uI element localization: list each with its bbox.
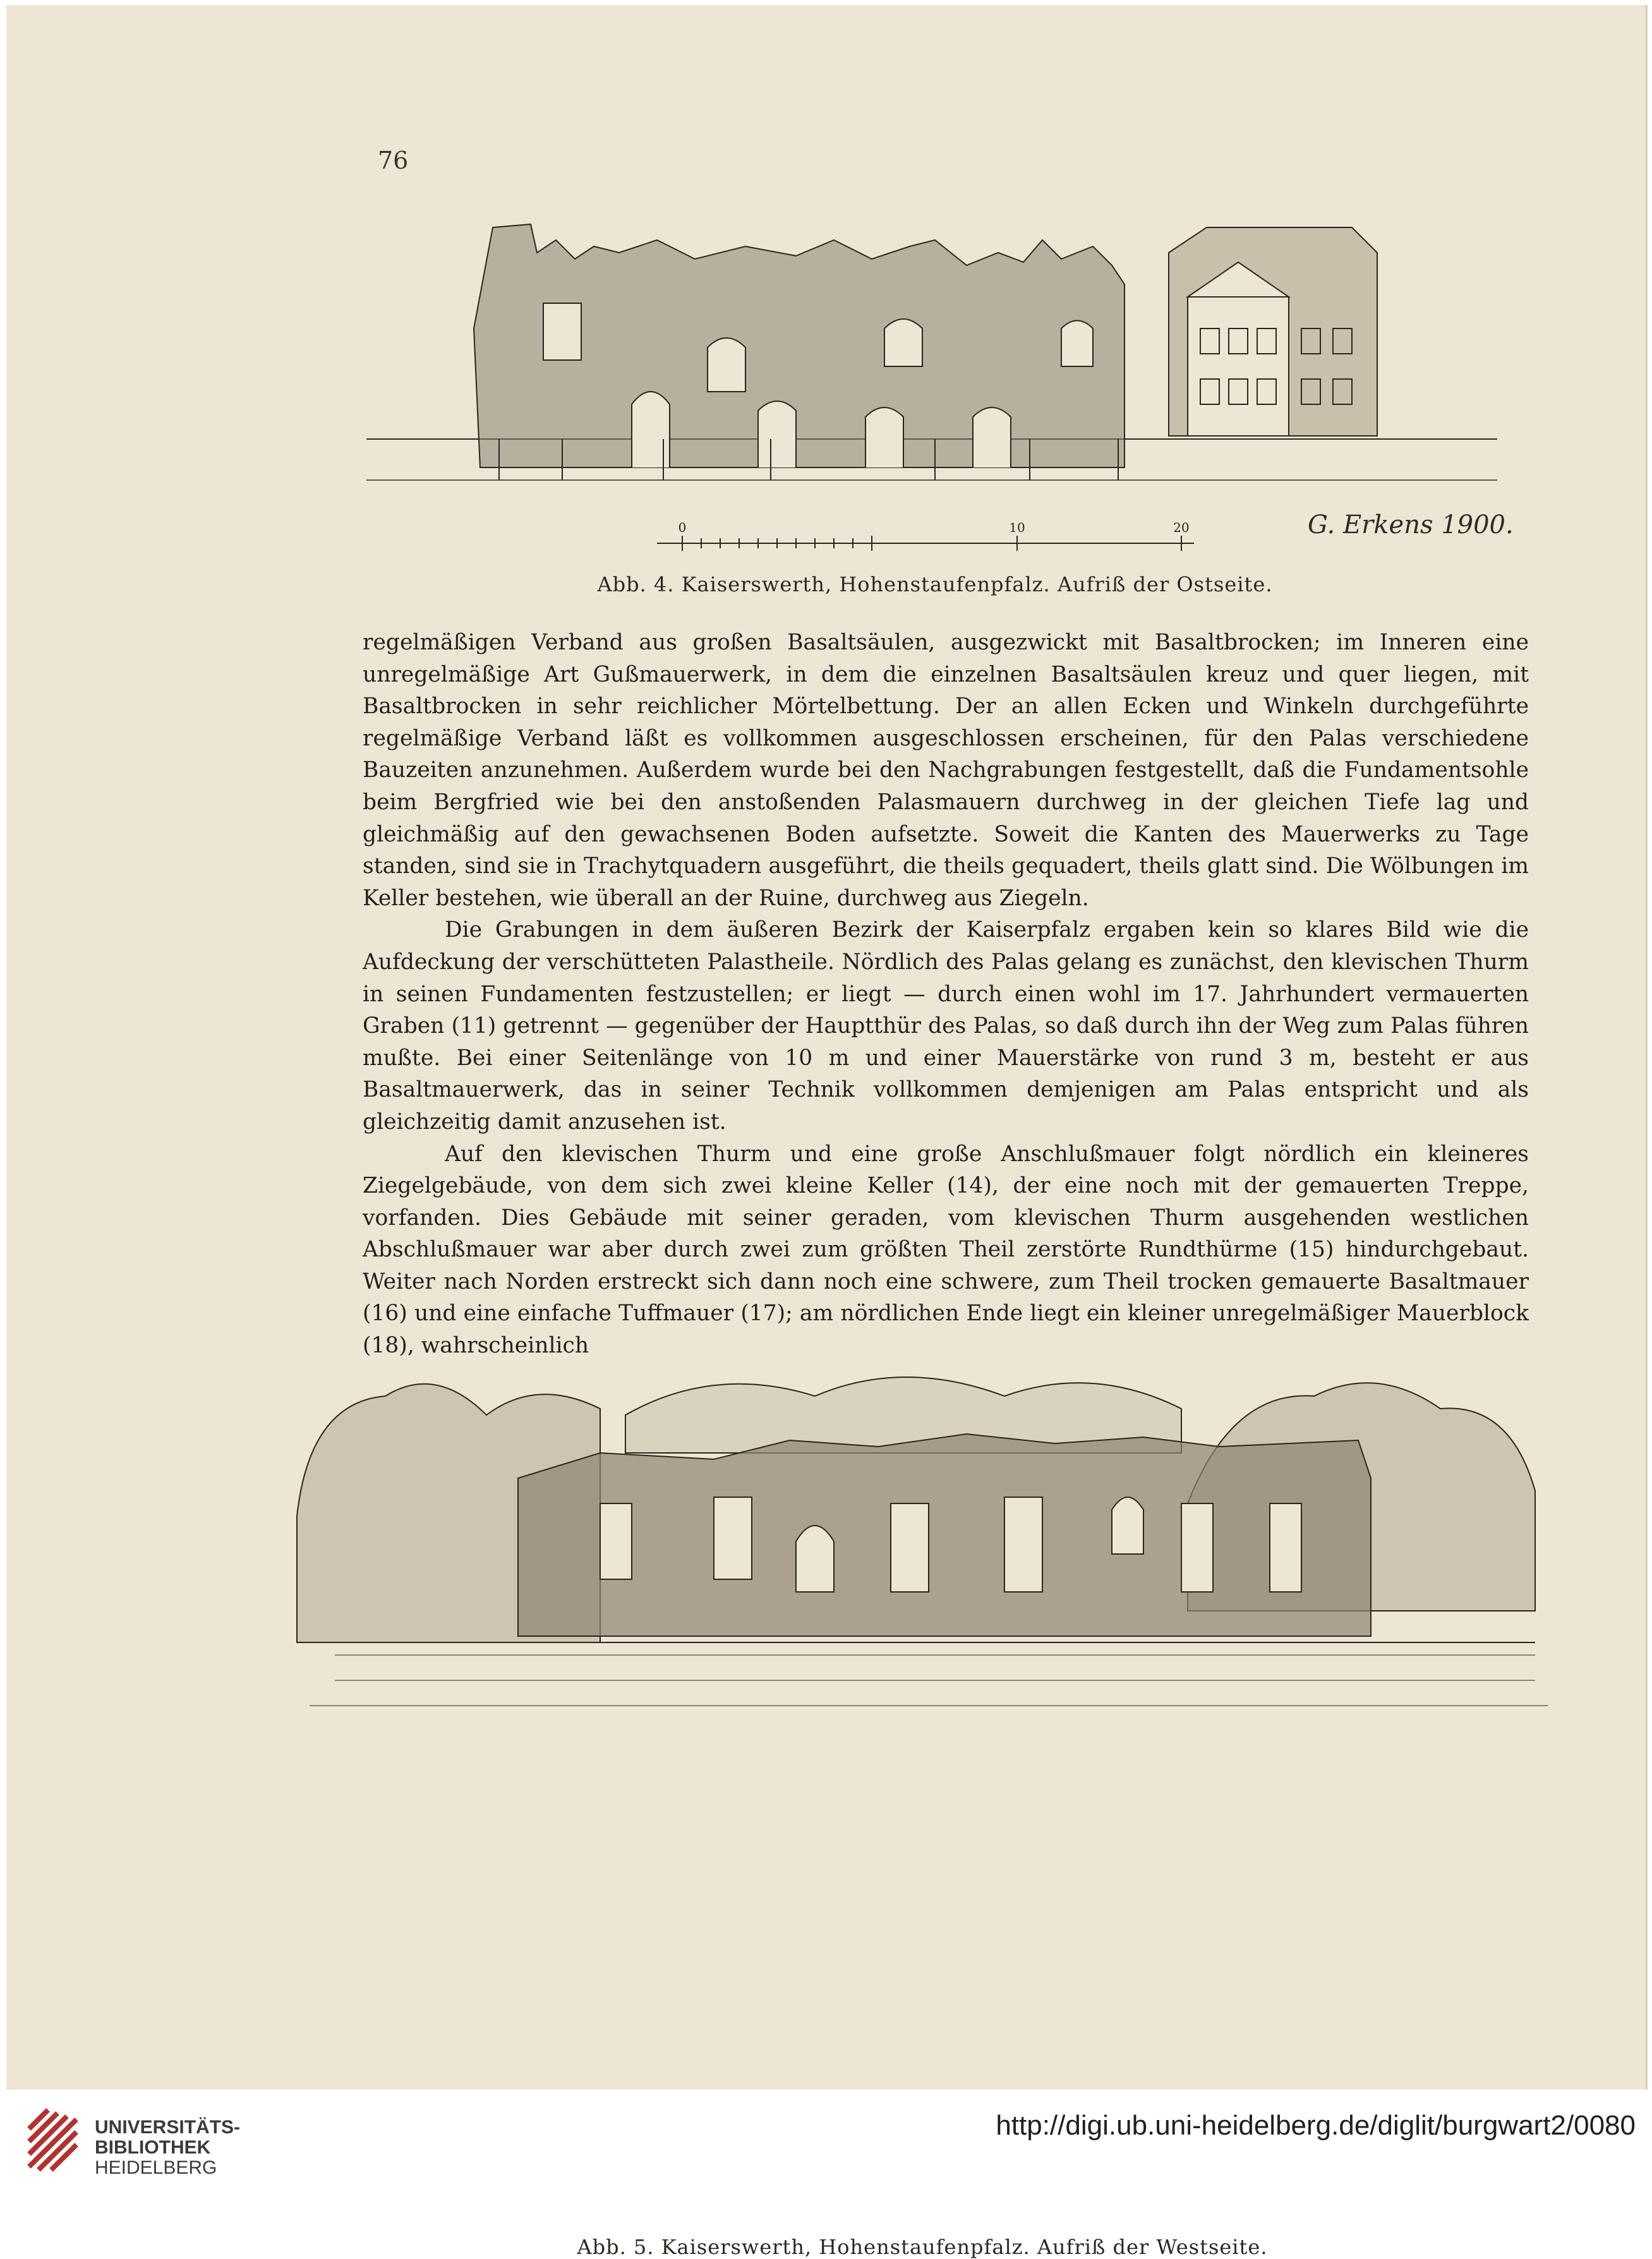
figure-4-east-elevation	[366, 202, 1497, 562]
figure-5-west-elevation	[272, 1327, 1567, 1731]
scale-label-0: 0	[678, 520, 687, 535]
west-elevation-drawing	[272, 1327, 1567, 1731]
east-elevation-drawing	[366, 202, 1497, 562]
scale-label-20: 20	[1173, 520, 1190, 535]
library-logo-icon	[16, 2104, 86, 2192]
library-line-1: UNIVERSITÄTS-	[95, 2117, 241, 2138]
figure-5-caption: Abb. 5. Kaiserswerth, Hohenstaufenpfalz. Aufriß der Westseite.	[577, 2235, 1268, 2259]
page-number: 76	[378, 147, 409, 174]
scale-label-10: 10	[1009, 520, 1025, 535]
figure-4-caption: Abb. 4. Kaiserswerth, Hohenstaufenpfalz. Aufriß der Ostseite.	[597, 572, 1273, 596]
paragraph-1: regelmäßigen Verband aus großen Basaltsäulen, ausgezwickt mit Basaltbrocken; im Inneren eine unregelmäßige Art Gußmauerwerk, in dem die einzelnen Basaltsäulen kreuz und quer liegen, mit Basaltbrocken in sehr reichlicher Mörtelbettung. Der an allen Ecken und Winkeln durchgeführte regelmäßige Verband läßt es vollkommen ausgeschlossen erscheinen, für den Palas verschiedene Bauzeiten anzunehmen. Außerdem wurde bei den Nachgrabungen festgestellt, daß die Fundamentsohle beim Bergfried wie bei den anstoßenden Palasmauern durchweg in der gleichen Tiefe lag und gleichmäßig auf den gewachsenen Boden aufsetzte. Soweit die Kanten des Mauerwerks zu Tage standen, sind sie in Trachytquadern ausgeführt, die theils gequadert, theils glatt sind. Die Wölbungen im Keller bestehen, wie überall an der Ruine, durchweg aus Ziegeln.	[363, 630, 1529, 911]
paragraph-2: Die Grabungen in dem äußeren Bezirk der Kaiserpfalz ergaben kein so klares Bild wie die Aufdeckung der verschütteten Palastheile. Nördlich des Palas gelang es zunächst, den klevischen Thurm in seinen Fundamenten festzustellen; er liegt — durch einen wohl im 17. Jahrhundert vermauerten Graben (11) getrennt — gegenüber der Hauptthür des Palas, so daß durch ihn der Weg zum Palas führen mußte. Bei einer Seitenlänge von 10 m und einer Mauerstärke von rund 3 m, besteht er aus Basaltmauerwerk, das in seiner Technik vollkommen demjenigen am Palas entspricht und als gleichzeitig damit anzusehen ist.	[363, 917, 1529, 1135]
permalink-url[interactable]: http://digi.ub.uni-heidelberg.de/diglit/burgwart2/0080	[996, 2110, 1636, 2141]
footer-bar	[0, 2090, 1652, 2210]
library-line-2: BIBLIOTHEK	[95, 2137, 211, 2158]
body-text	[363, 627, 1529, 1362]
library-line-3: HEIDELBERG	[95, 2157, 217, 2178]
artist-signature: G. Erkens 1900.	[1308, 510, 1514, 539]
paragraph-3: Auf den klevischen Thurm und eine große Anschlußmauer folgt nördlich ein kleineres Ziegelgebäude, von dem sich zwei kleine Keller (14), der eine noch mit der gemauerten Treppe, vorfanden. Dies Gebäude mit seiner geraden, vom klevischen Thurm ausgehenden westlichen Abschlußmauer war aber durch zwei zum größten Theil zerstörte Rundthürme (15) hindurchgebaut. Weiter nach Norden erstreckt sich dann noch eine schwere, zum Theil trocken gemauerte Basaltmauer (16) und eine einfache Tuffmauer (17); am nördlichen Ende liegt ein kleiner unregelmäßiger Mauerblock (18), wahrscheinlich	[363, 1141, 1529, 1359]
library-name	[95, 2117, 240, 2178]
